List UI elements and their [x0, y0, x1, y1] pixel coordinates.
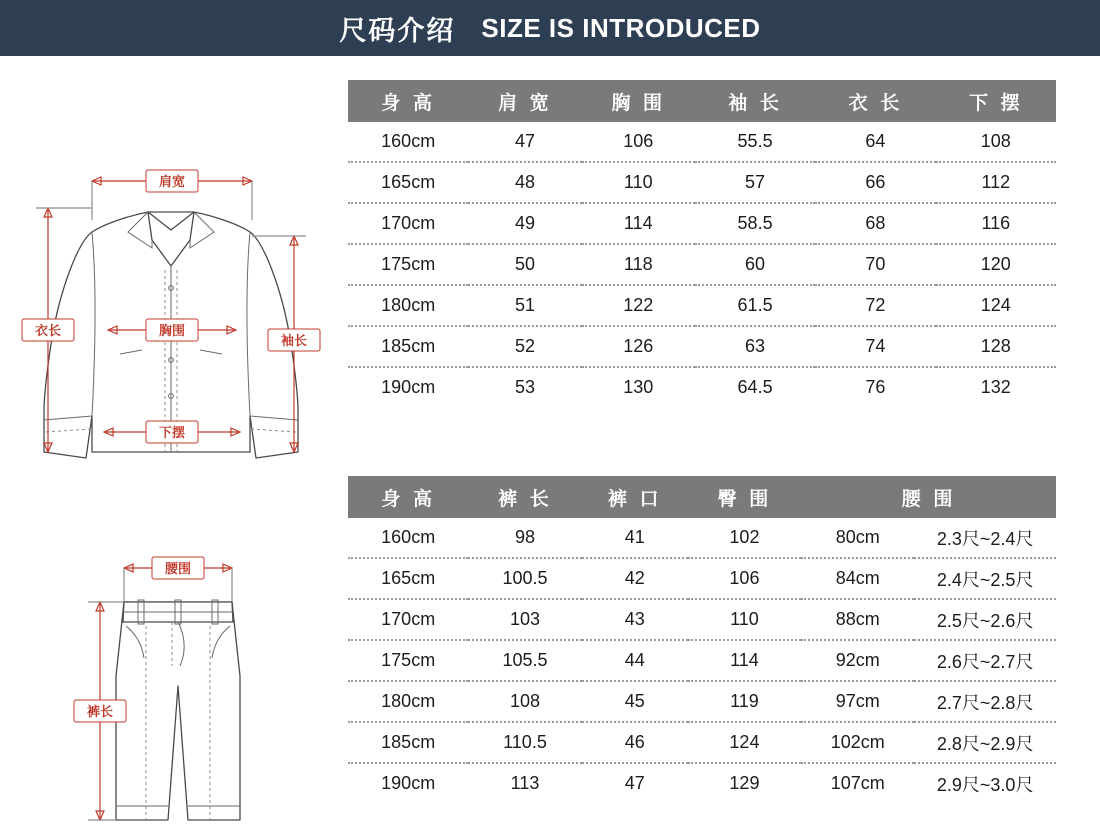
table-cell: 64 — [815, 122, 935, 162]
table-cell: 160cm — [348, 518, 468, 558]
table-cell: 190cm — [381, 773, 436, 793]
jacket-header-cell: 袖 长 — [695, 80, 815, 122]
table-cell: 84cm — [801, 558, 914, 599]
table-cell: 50 — [468, 244, 581, 285]
table-cell: 118 — [582, 244, 695, 285]
table-cell: 130 — [623, 377, 654, 397]
table-cell: 47 — [624, 773, 645, 793]
label-chest: 胸围 — [158, 324, 186, 339]
table-cell: 110 — [582, 162, 695, 203]
table-row — [348, 326, 1056, 367]
label-shoulder: 肩宽 — [158, 175, 186, 190]
table-cell: 132 — [980, 377, 1011, 397]
jacket-header-cell: 肩 宽 — [468, 80, 581, 122]
trousers-diagram — [0, 476, 340, 836]
jacket-size-table — [348, 80, 1056, 407]
table-cell: 185cm — [348, 326, 468, 367]
table-cell: 41 — [582, 518, 688, 558]
table-cell: 103 — [468, 599, 581, 640]
table-cell: 190cm — [381, 377, 436, 397]
table-cell: 98 — [468, 518, 581, 558]
table-cell: 108 — [468, 681, 581, 722]
table-cell: 44 — [582, 640, 688, 681]
table-cell: 2.3尺~2.4尺 — [914, 518, 1056, 558]
trousers-table-wrap — [340, 476, 1100, 836]
table-cell: 49 — [468, 203, 581, 244]
table-cell: 126 — [582, 326, 695, 367]
table-cell: 119 — [688, 681, 801, 722]
table-cell: 47 — [468, 122, 581, 162]
table-cell: 51 — [468, 285, 581, 326]
jacket-header-cell: 身 高 — [348, 80, 468, 122]
table-row — [348, 558, 1056, 599]
trousers-header-cell: 裤 长 — [468, 476, 581, 518]
table-cell: 80cm — [801, 518, 914, 558]
table-cell: 112 — [936, 162, 1056, 203]
table-cell: 120 — [936, 244, 1056, 285]
table-row — [348, 285, 1056, 326]
table-cell: 68 — [815, 203, 935, 244]
table-cell: 74 — [815, 326, 935, 367]
table-cell: 124 — [688, 722, 801, 763]
table-cell: 60 — [695, 244, 815, 285]
table-cell: 57 — [695, 162, 815, 203]
trousers-table-header-row — [348, 476, 1056, 518]
table-cell: 46 — [582, 722, 688, 763]
table-cell: 58.5 — [695, 203, 815, 244]
table-cell: 106 — [582, 122, 695, 162]
jacket-table-header-row — [348, 80, 1056, 122]
table-cell: 76 — [865, 377, 886, 397]
table-cell: 100.5 — [468, 558, 581, 599]
jacket-figure — [0, 80, 340, 460]
table-cell: 2.7尺~2.8尺 — [914, 681, 1056, 722]
table-cell: 102cm — [801, 722, 914, 763]
table-cell: 129 — [729, 773, 760, 793]
table-cell: 97cm — [801, 681, 914, 722]
table-cell: 116 — [936, 203, 1056, 244]
table-cell: 92cm — [801, 640, 914, 681]
table-cell: 175cm — [348, 244, 468, 285]
table-cell: 180cm — [348, 681, 468, 722]
table-cell: 110 — [688, 599, 801, 640]
table-cell: 165cm — [348, 558, 468, 599]
table-cell: 110.5 — [468, 722, 581, 763]
page-title-en: SIZE IS INTRODUCED — [481, 12, 761, 43]
table-cell: 122 — [582, 285, 695, 326]
table-row — [348, 722, 1056, 763]
table-cell: 170cm — [348, 599, 468, 640]
table-cell: 170cm — [348, 203, 468, 244]
table-cell: 108 — [936, 122, 1056, 162]
table-cell: 70 — [815, 244, 935, 285]
table-cell: 43 — [582, 599, 688, 640]
table-row — [348, 640, 1056, 681]
table-cell: 2.4尺~2.5尺 — [914, 558, 1056, 599]
table-cell: 113 — [510, 773, 540, 793]
page-title-cn: 尺码介绍 — [339, 15, 456, 46]
table-row — [348, 367, 1056, 407]
table-cell: 66 — [815, 162, 935, 203]
table-cell: 128 — [936, 326, 1056, 367]
table-row — [348, 681, 1056, 722]
table-cell: 107cm — [830, 773, 885, 793]
table-cell: 48 — [468, 162, 581, 203]
table-cell: 42 — [582, 558, 688, 599]
table-cell: 114 — [688, 640, 801, 681]
table-cell: 52 — [468, 326, 581, 367]
table-row — [348, 162, 1056, 203]
label-trouser-length: 裤长 — [86, 705, 114, 720]
table-cell: 53 — [514, 377, 535, 397]
jacket-header-cell: 衣 长 — [815, 80, 935, 122]
page-header — [0, 0, 1100, 56]
jacket-diagram — [0, 80, 340, 460]
jacket-section — [0, 80, 1100, 460]
table-cell: 124 — [936, 285, 1056, 326]
trousers-header-cell: 腰 围 — [801, 476, 1056, 518]
jacket-header-cell: 下 摆 — [936, 80, 1056, 122]
jacket-header-cell: 胸 围 — [582, 80, 695, 122]
label-hem: 下摆 — [158, 426, 186, 441]
table-cell: 180cm — [348, 285, 468, 326]
table-cell: 2.9尺~3.0尺 — [936, 774, 1034, 795]
table-cell: 102 — [688, 518, 801, 558]
table-cell: 55.5 — [695, 122, 815, 162]
table-cell: 45 — [582, 681, 688, 722]
trousers-header-cell: 身 高 — [348, 476, 468, 518]
trousers-size-table — [348, 476, 1056, 803]
table-cell: 88cm — [801, 599, 914, 640]
trousers-section — [0, 476, 1100, 836]
label-sleeve: 袖长 — [280, 334, 308, 349]
table-cell: 114 — [582, 203, 695, 244]
page-content — [0, 56, 1100, 837]
trousers-header-cell: 臀 围 — [688, 476, 801, 518]
table-row — [348, 244, 1056, 285]
table-cell: 64.5 — [737, 377, 773, 397]
table-cell: 175cm — [348, 640, 468, 681]
table-cell: 106 — [688, 558, 801, 599]
label-garment-length: 衣长 — [34, 324, 62, 339]
table-row — [348, 518, 1056, 558]
table-cell: 2.5尺~2.6尺 — [914, 599, 1056, 640]
table-cell: 2.8尺~2.9尺 — [914, 722, 1056, 763]
jacket-table-wrap — [340, 80, 1100, 460]
table-cell: 105.5 — [468, 640, 581, 681]
table-row — [348, 203, 1056, 244]
table-row — [348, 599, 1056, 640]
table-row — [348, 122, 1056, 162]
table-cell: 72 — [815, 285, 935, 326]
table-cell: 63 — [695, 326, 815, 367]
trousers-header-cell: 裤 口 — [582, 476, 688, 518]
table-cell: 61.5 — [695, 285, 815, 326]
trousers-figure — [0, 476, 340, 836]
label-waist: 腰围 — [164, 562, 192, 577]
table-cell: 160cm — [348, 122, 468, 162]
table-cell: 165cm — [348, 162, 468, 203]
table-cell: 2.6尺~2.7尺 — [914, 640, 1056, 681]
table-cell: 185cm — [348, 722, 468, 763]
table-row — [348, 763, 1056, 803]
